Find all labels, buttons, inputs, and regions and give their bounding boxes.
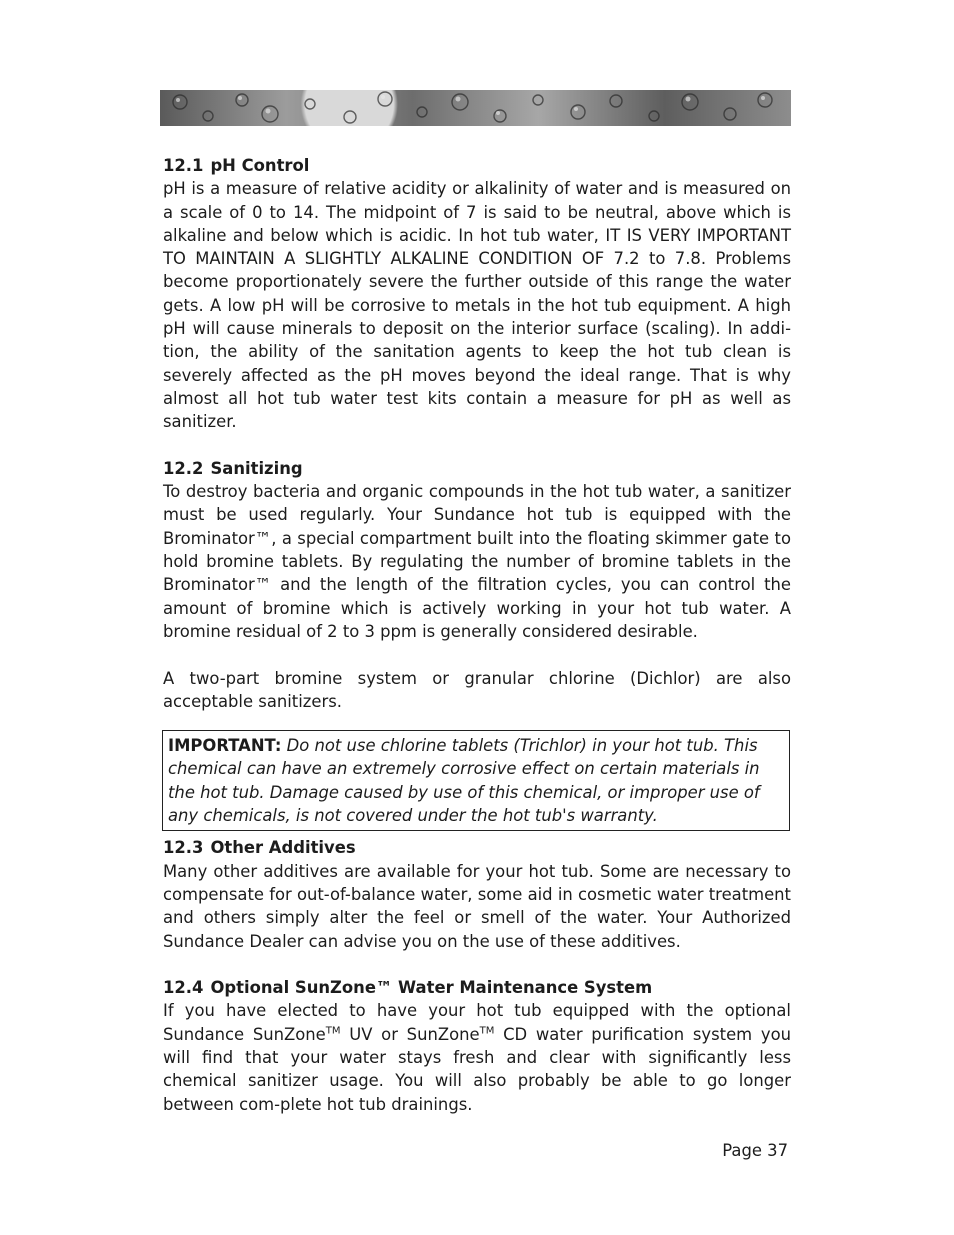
important-label: IMPORTANT: xyxy=(168,736,282,756)
body-paragraph: To destroy bacteria and organic compounds in the hot tub water, a sanitizer must be used regularly. Your Sundance hot tub is equipped with the Brominator™, a special compartment built into the floating skimmer gate to hold bromine tablets. By regulating the number of bromine tablets in the Brominator™ and the length of the filtration cycles, you can control the amount of bromine which is actively working in your hot tub water. A bromine residual of 2 to 3 ppm is generally considered desirable. xyxy=(163,482,791,641)
important-text: Do not use chlorine tablets (Trichlor) in your hot tub. This chemical can have an extremely corrosive effect on certain materials in the hot tub. Damage caused by use of this chemical, or improper use of any chemicals, is not covered under the hot tub's warranty. xyxy=(168,736,760,826)
body-paragraph: A two-part bromine system or granular chlorine (Dichlor) are also acceptable sanitizers. xyxy=(163,668,791,711)
body-paragraph: pH is a measure of relative acidity or alkalinity of water and is measured on a scale of 0 to 14. The midpoint of 7 is said to be neutral, above which is alkaline and below which is acidic. In hot tub water, IT IS VERY IMPORTANT TO MAINTAIN A SLIGHTLY ALKALINE CONDITION OF 7.2 to 7.8. Problems become proportionately severe the further outside of this range the water gets. A low pH will be corrosive to metals in the hot tub equipment. A high pH will cause minerals to deposit on the interior surface (scaling). In addi-tion, the ability of the sanitation agents to keep the hot tub clean is severely affected as the pH moves beyond the ideal range. That is why almost all hot tub water test kits contain a measure for pH as well as sanitizer. xyxy=(163,179,791,432)
page-number: Page 37 xyxy=(722,1141,788,1160)
body-paragraph: Many other additives are available for your hot tub. Some are necessary to compensate for out-of-balance water, some aid in cosmetic water treatment and others simply alter the feel or smell of the water. Your Authorized Sundance Dealer can advise you on the use of these additives. xyxy=(163,861,791,951)
section-heading-12-1 xyxy=(163,154,791,177)
section-heading-12-4 xyxy=(163,976,791,999)
section-title: Optional SunZone™ Water Maintenance System xyxy=(210,978,653,998)
section-number: 12.1 xyxy=(163,156,204,175)
text-run: CD water purification system you will find that your water stays fresh and clear with significantly less chemical sanitizer usage. You will also probably be able to go longer between com-plete hot tub drainings. xyxy=(163,1024,791,1114)
trademark-superscript: TM xyxy=(325,1025,341,1037)
section-number: 12.3 xyxy=(163,838,204,858)
section-number: 12.2 xyxy=(163,458,204,478)
important-notice-box xyxy=(162,730,790,831)
body-paragraph xyxy=(163,999,791,1115)
section-heading-12-2 xyxy=(163,457,791,480)
section-title: pH Control xyxy=(210,156,310,175)
text-run: If you have elected to have your hot tub equipped with the optional Sundance SunZone xyxy=(163,1001,791,1044)
header-banner-image xyxy=(160,90,791,126)
section-heading-12-3 xyxy=(163,836,791,859)
water-droplets-texture xyxy=(160,90,791,126)
trademark-superscript: TM xyxy=(479,1025,495,1037)
section-title: Other Additives xyxy=(210,838,356,858)
section-title: Sanitizing xyxy=(210,458,303,478)
text-run: UV or SunZone xyxy=(340,1024,480,1044)
section-number: 12.4 xyxy=(163,978,204,998)
document-body xyxy=(163,154,791,1116)
